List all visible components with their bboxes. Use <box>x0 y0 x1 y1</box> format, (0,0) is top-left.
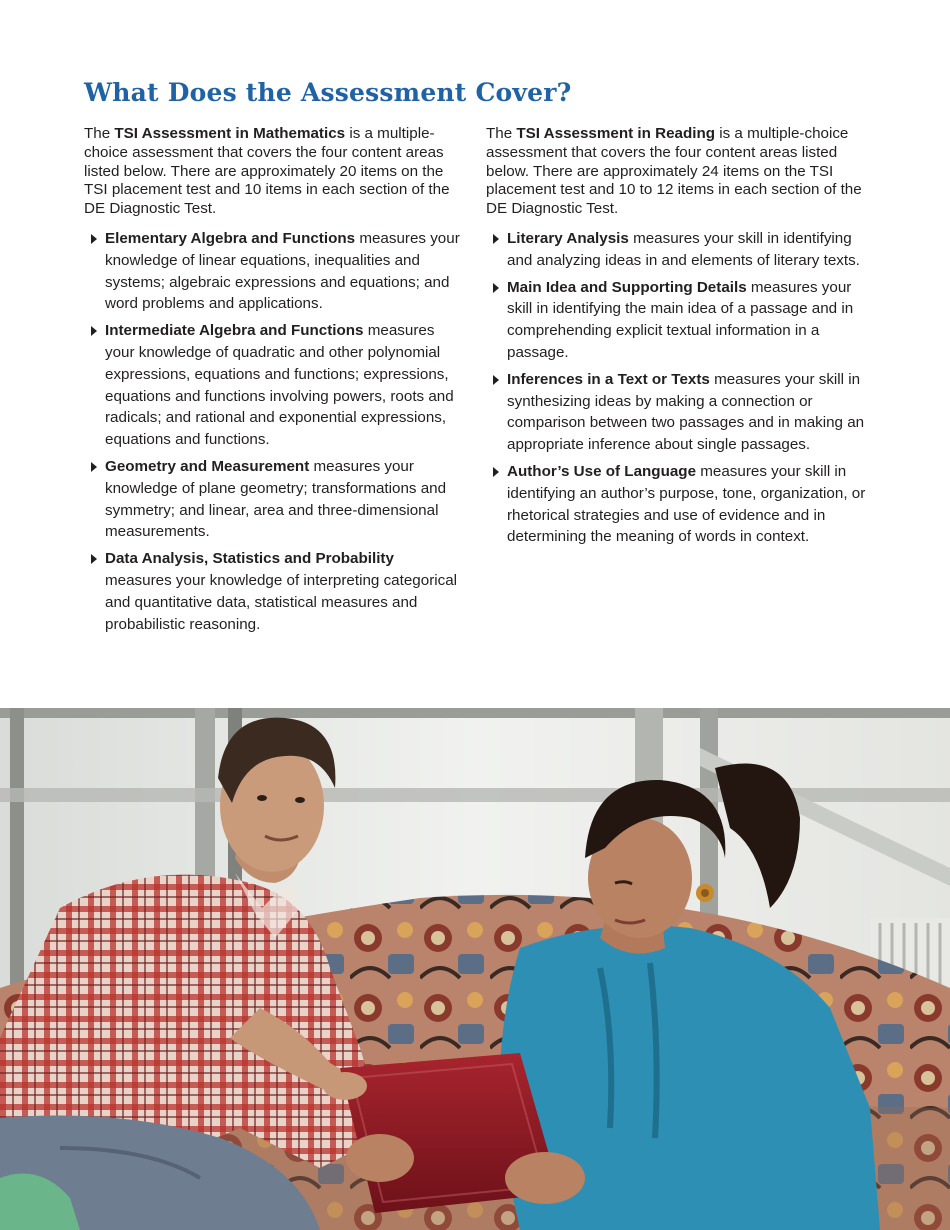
bullet-arrow-icon <box>493 467 499 477</box>
list-item <box>486 228 876 272</box>
list-item-desc: measures your knowledge of linear equations, inequalities and systems; algebraic expressions and equations; and word problems and applications. <box>105 229 460 313</box>
bullet-arrow-icon <box>493 375 499 385</box>
list-item <box>84 548 464 635</box>
bullet-arrow-icon <box>91 326 97 336</box>
students-photo <box>0 708 950 1230</box>
list-item-desc: measures your knowledge of plane geometry; transformations and symmetry; and linear, area and three-dimensional measurements. <box>105 457 447 541</box>
list-item <box>84 456 464 543</box>
math-intro <box>84 125 464 219</box>
list-item-desc: measures your skill in identifying an author’s purpose, tone, organization, or rhetorical strategies and use of evidence and in determining the meaning of words in context. <box>507 462 866 546</box>
bullet-arrow-icon <box>91 554 97 564</box>
list-item-title: Inferences in a Text or Texts <box>507 370 710 388</box>
students-photo-illustration <box>0 708 950 1230</box>
bullet-arrow-icon <box>91 234 97 244</box>
bullet-arrow-icon <box>91 462 97 472</box>
math-intro-after: is a multiple-choice assessment that covers the four content areas listed below. There are approximately 20 items on the TSI placement test and 10 items in each section of the DE Diagnostic Test. <box>84 125 450 218</box>
list-item <box>486 277 876 364</box>
bullet-arrow-icon <box>493 234 499 244</box>
list-item <box>486 369 876 456</box>
math-content-list <box>84 228 464 635</box>
reading-column <box>486 125 876 553</box>
reading-content-list <box>486 228 876 548</box>
list-item-desc: measures your skill in identifying and analyzing ideas in and elements of literary texts. <box>507 229 860 269</box>
math-column <box>84 125 464 640</box>
list-item-title: Geometry and Measurement <box>105 457 310 475</box>
list-item-title: Author’s Use of Language <box>507 462 697 480</box>
reading-intro-after: is a multiple-choice assessment that covers the four content areas listed below. There are approximately 24 items on the TSI placement test and 10 to 12 items in each section of the DE Diagnostic Test. <box>486 125 862 218</box>
list-item-title: Intermediate Algebra and Functions <box>105 322 364 340</box>
list-item-title: Data Analysis, Statistics and Probability <box>105 550 394 568</box>
list-item-desc: measures your knowledge of quadratic and other polynomial expressions, equations and functions; expressions, equations and functions involving powers, roots and radicals; and rational and exponential expressions, equations and functions. <box>105 322 454 449</box>
list-item-desc: measures your skill in identifying the main idea of a passage and in comprehending explicit textual information in a passage. <box>507 278 854 361</box>
list-item-title: Literary Analysis <box>507 229 629 247</box>
list-item-title: Elementary Algebra and Functions <box>105 229 356 247</box>
list-item-desc: measures your knowledge of interpreting categorical and quantitative data, statistical measures and probabilistic reasoning. <box>105 571 458 633</box>
math-intro-before: The <box>84 125 115 142</box>
list-item <box>486 461 876 548</box>
list-item-desc: measures your skill in synthesizing ideas by making a connection or comparison between two passages and in making an appropriate inference about single passages. <box>507 370 865 454</box>
reading-intro-before: The <box>486 125 517 142</box>
math-intro-bold: TSI Assessment in Mathematics <box>114 125 346 142</box>
list-item-title: Main Idea and Supporting Details <box>507 278 747 296</box>
bullet-arrow-icon <box>493 283 499 293</box>
list-item <box>84 228 464 315</box>
page-title: What Does the Assessment Cover? <box>84 78 572 107</box>
reading-intro <box>486 125 876 219</box>
list-item <box>84 320 464 451</box>
reading-intro-bold: TSI Assessment in Reading <box>516 125 716 142</box>
